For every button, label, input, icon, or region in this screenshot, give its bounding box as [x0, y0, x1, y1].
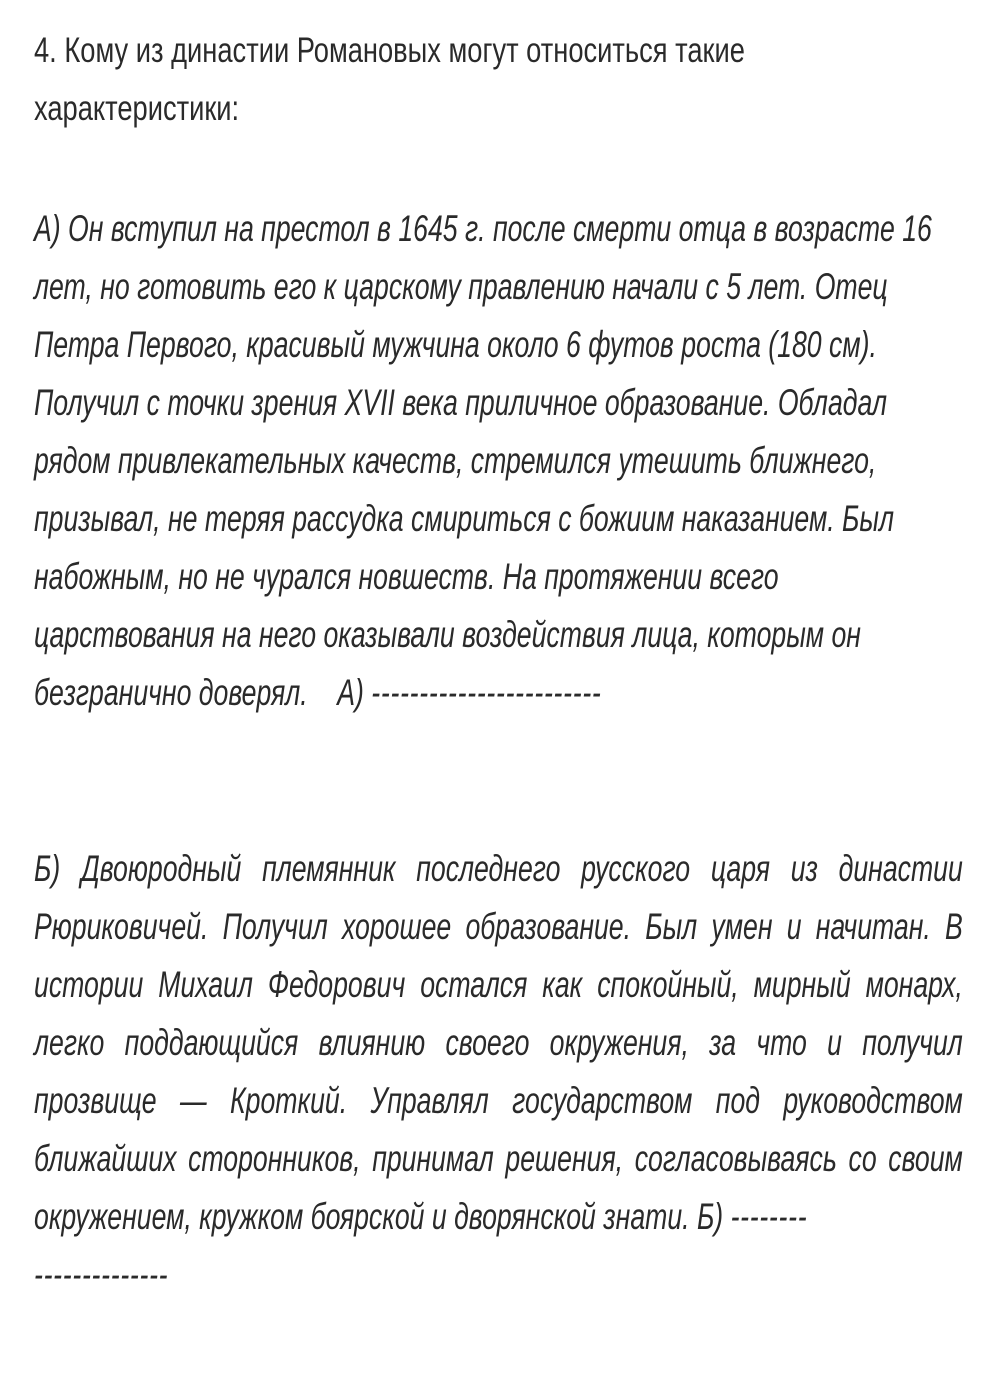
item-a-paragraph: [34, 200, 963, 722]
question-line-1: 4. Кому из династии Романовых могут относиться такие: [34, 31, 745, 70]
item-b-answer-blank-2: --------------: [34, 1254, 169, 1295]
worksheet-page: [34, 22, 964, 1295]
item-b-paragraph: [34, 840, 963, 1304]
item-b-text: Б) Двоюродный племянник последнего русского царя из династии Рюриковичей. Получил хорошее образование. Был умен и начитан. В истории Михаил Федорович остался как спокойный, мирный монарх, легко поддающийся влиянию своего окружения, за что и получил прозвище — Кроткий. Управлял государством под руководством ближайших сторонников, принимал решения, согласовываясь со своим окружением, кружком боярской и дворянской знати.: [34, 848, 963, 1237]
item-b-answer-blank-1: --------: [730, 1196, 808, 1237]
item-a-text: А) Он вступил на престол в 1645 г. после смерти отца в возрасте 16 лет, но готовить его к царскому правлению начали с 5 лет. Отец Петра Первого, красивый мужчина около 6 футов роста (180 см). Получил с точки зрения XVII века приличное образование. Обладал рядом привлекательных качеств, стремился утешить ближнего, призывал, не теряя рассудка смириться с божиим наказанием. Был набожным, но не чурался новшеств. На протяжении всего царствования на него оказывали воздействия лица, которым он безгранично доверял.: [34, 208, 932, 713]
question-line-2: характеристики:: [34, 89, 240, 128]
item-a-answer-label: А): [337, 672, 364, 713]
item-b-answer-label: Б): [696, 1196, 724, 1237]
question-heading: [34, 22, 962, 138]
item-a-answer-blank: ------------------------: [371, 672, 602, 713]
